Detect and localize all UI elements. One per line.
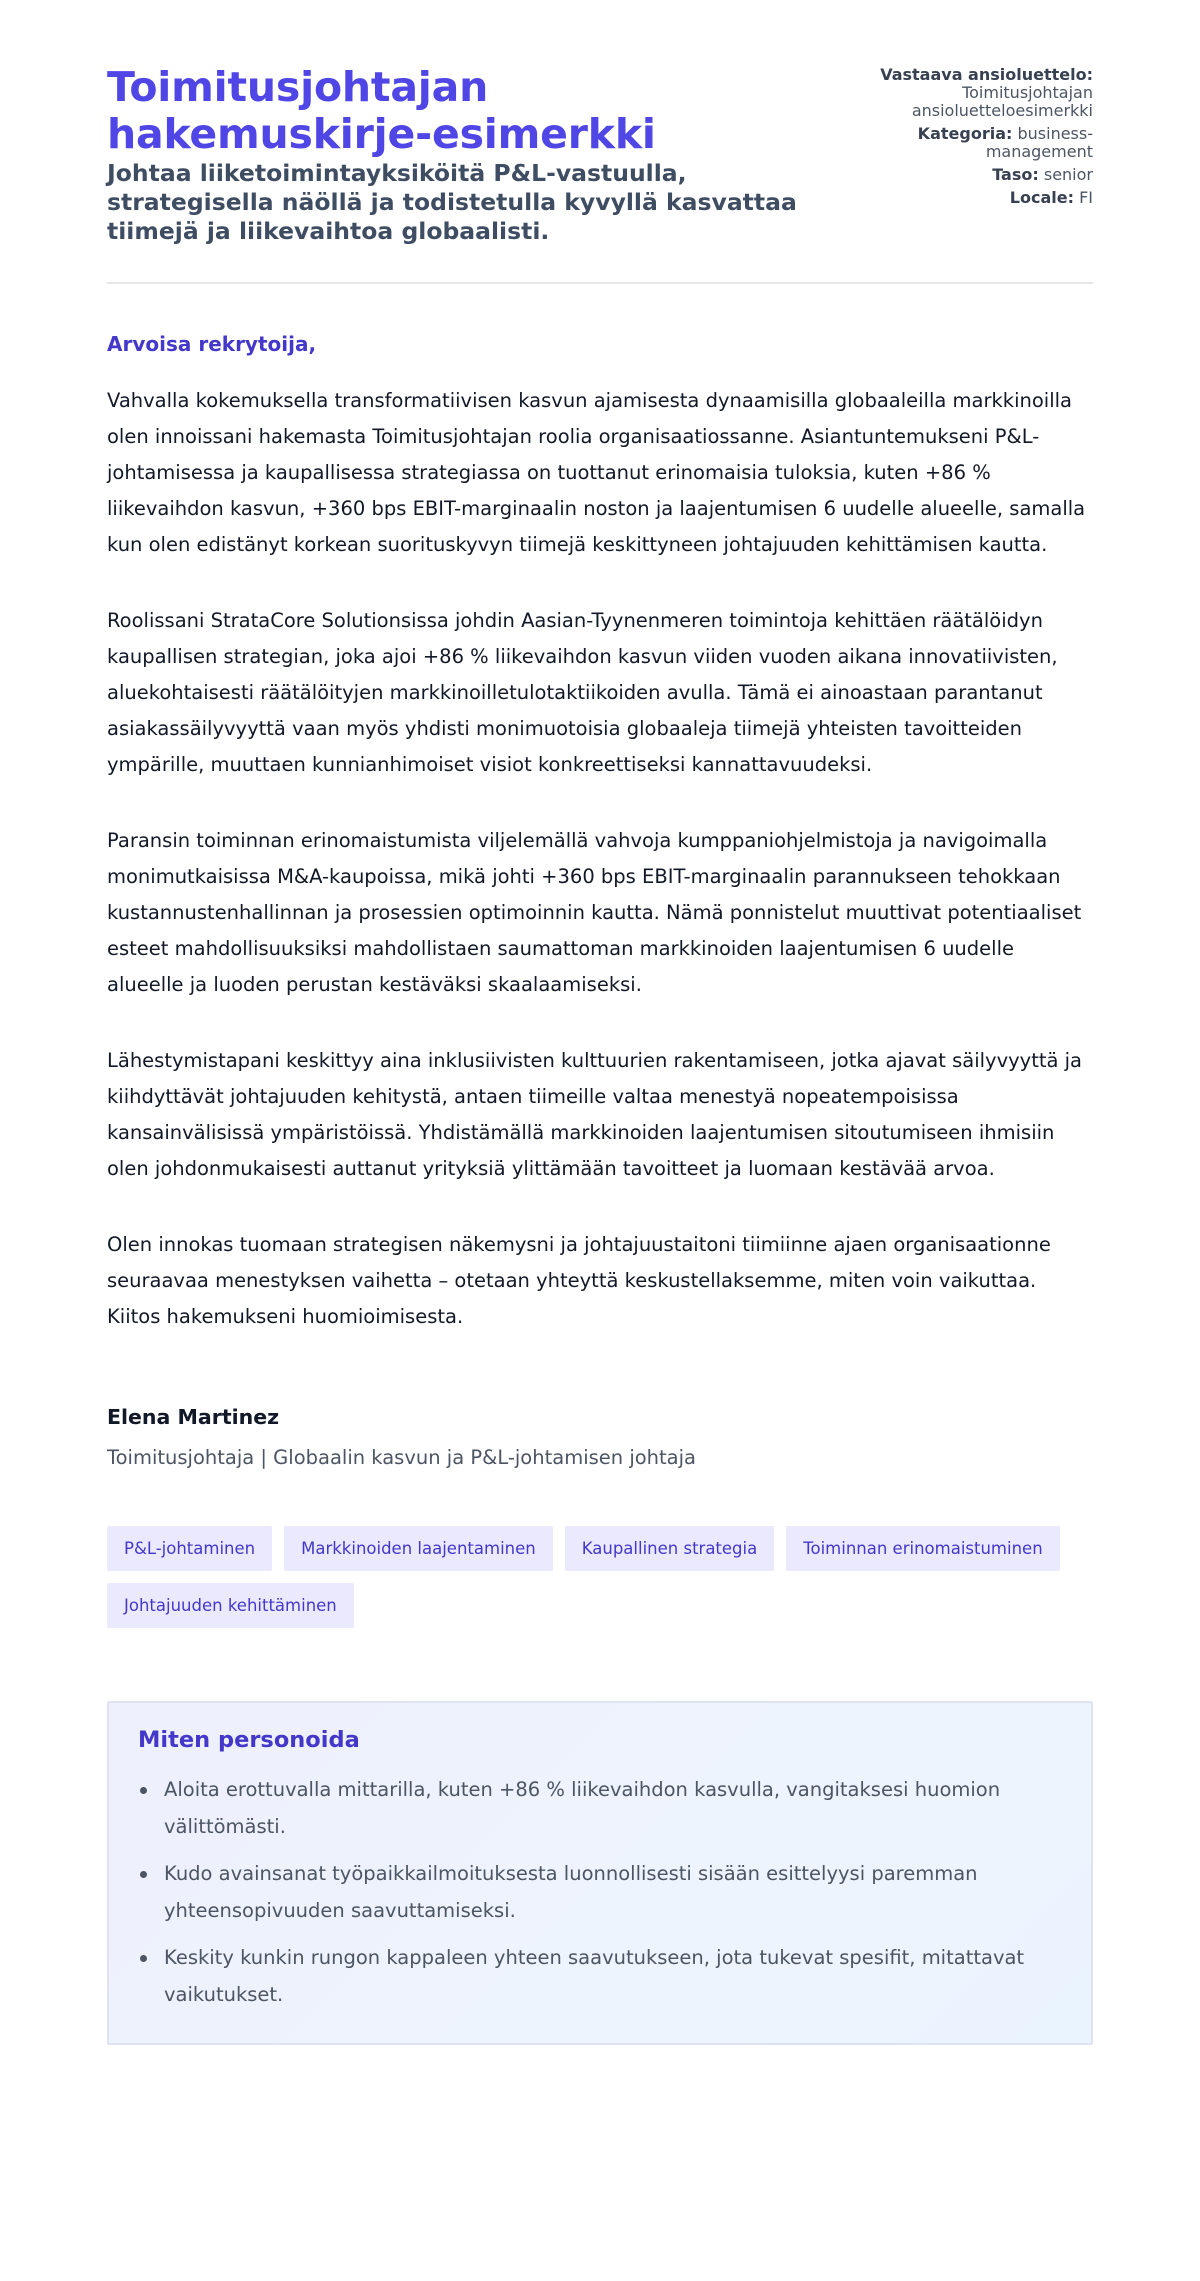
body-paragraph: Roolissani StrataCore Solutionsissa johdin Aasian-Tyynenmeren toimintoja kehittäen räätälöidyn kaupallisen strategian, joka ajoi +86 % liikevaihdon kasvun viiden vuoden aikana innovatiivisten, aluekohtaisesti räätälöityjen markkinoilletulotaktiikoiden avulla. Tämä ei ainoastaan parantanut asiakassäilyvyyttä vaan myös yhdisti monimuotoisia globaaleja tiimejä yhteisten tavoitteiden ympärille, muuttaen kunnianhimoiset visiot konkreettiseksi kannattavuudeksi. bbox=[107, 609, 1058, 776]
meta-value: Toimitusjohtajan ansioluetteloesimerkki bbox=[911, 83, 1093, 120]
header-titles bbox=[107, 64, 827, 246]
metadata-panel bbox=[853, 66, 1093, 212]
personalization-tips-box bbox=[107, 1701, 1093, 2045]
body-paragraph: Paransin toiminnan erinomaistumista viljelemällä vahvoja kumppaniohjelmistoja ja navigoimalla monimutkaisissa M&A-kaupoissa, mikä johti +360 bps EBIT-marginaalin parannukseen tehokkaan kustannustenhallinnan ja prosessien optimoinnin kautta. Nämä ponnistelut muuttivat potentiaaliset esteet mahdollisuuksiksi mahdollistaen saumattoman markkinoiden laajentumisen 6 uudelle alueelle ja luoden perustan kestäväksi skaalaamiseksi. bbox=[107, 829, 1082, 996]
page-subtitle: Johtaa liiketoimintayksiköitä P&L-vastuulla, strategisella näöllä ja todistetulla kyvyllä kasvattaa tiimejä ja liikevaihtoa globaalisti. bbox=[107, 159, 797, 245]
tip-text: Aloita erottuvalla mittarilla, kuten +86 % liikevaihdon kasvulla, vangitaksesi huomion välittömästi. bbox=[164, 1778, 1001, 1838]
meta-category bbox=[853, 125, 1093, 161]
meta-key: Kategoria: bbox=[917, 124, 1013, 143]
tip-text: Keskity kunkin rungon kappaleen yhteen saavutukseen, jota tukevat spesifit, mitattavat vaikutukset. bbox=[164, 1946, 1025, 2006]
salutation: Arvoisa rekrytoija, bbox=[107, 332, 317, 356]
meta-key: Locale: bbox=[1009, 188, 1074, 207]
skill-tags bbox=[107, 1526, 1107, 1628]
skill-tag: Toiminnan erinomaistuminen bbox=[786, 1526, 1059, 1571]
meta-level bbox=[853, 166, 1093, 184]
meta-key: Taso: bbox=[992, 165, 1039, 184]
signer-name: Elena Martinez bbox=[107, 1405, 280, 1429]
bullet-icon bbox=[140, 1955, 147, 1962]
letter-body bbox=[107, 383, 1093, 1335]
tips-title: Miten personoida bbox=[138, 1727, 360, 1753]
skill-tag: Kaupallinen strategia bbox=[565, 1526, 775, 1571]
tips-list-item bbox=[138, 1771, 1061, 1845]
bullet-icon bbox=[140, 1871, 147, 1878]
body-paragraph: Vahvalla kokemuksella transformatiivisen kasvun ajamisesta dynaamisilla globaaleilla markkinoilla olen innoissani hakemasta Toimitusjohtajan roolia organisaatiossanne. Asiantuntemukseni P&L-johtamisessa ja kaupallisessa strategiassa on tuottanut erinomaisia tuloksia, kuten +86 % liikevaihdon kasvun, +360 bps EBIT-marginaalin noston ja laajentumisen 6 uudelle alueelle, samalla kun olen edistänyt korkean suorituskyvyn tiimejä keskittyneen johtajuuden kehittämisen kautta. bbox=[107, 389, 1086, 556]
page-header bbox=[107, 64, 1093, 284]
bullet-icon bbox=[140, 1787, 147, 1794]
skill-tag: P&L-johtaminen bbox=[107, 1526, 272, 1571]
signature-block bbox=[107, 1403, 1093, 1471]
tips-list bbox=[138, 1771, 1061, 2013]
page-title: Toimitusjohtajan hakemuskirje-esimerkki bbox=[107, 63, 656, 158]
meta-value: business-management bbox=[985, 124, 1093, 161]
meta-key: Vastaava ansioluettelo: bbox=[880, 65, 1093, 84]
meta-value: senior bbox=[1043, 165, 1093, 184]
body-paragraph: Olen innokas tuomaan strategisen näkemysni ja johtajuustaitoni tiimiinne ajaen organisaationne seuraavaa menestyksen vaihetta – otetaan yhteyttä keskustellaksemme, miten voin vaikuttaa. Kiitos hakemukseni huomioimisesta. bbox=[107, 1233, 1051, 1328]
meta-locale bbox=[853, 189, 1093, 207]
signer-title: Toimitusjohtaja | Globaalin kasvun ja P&L-johtamisen johtaja bbox=[107, 1446, 696, 1469]
skill-tag: Johtajuuden kehittäminen bbox=[107, 1583, 354, 1628]
tips-list-item bbox=[138, 1855, 1061, 1929]
body-paragraph: Lähestymistapani keskittyy aina inklusiivisten kulttuurien rakentamiseen, jotka ajavat säilyvyyttä ja kiihdyttävät johtajuuden kehitystä, antaen tiimeille valtaa menestyä nopeatempoisissa kansainvälisissä ympäristöissä. Yhdistämällä markkinoiden laajentumisen sitoutumiseen ihmisiin olen johdonmukaisesti auttanut yrityksiä ylittämään tavoitteet ja luomaan kestävää arvoa. bbox=[107, 1049, 1083, 1180]
skill-tag: Markkinoiden laajentaminen bbox=[284, 1526, 553, 1571]
tip-text: Kudo avainsanat työpaikkailmoituksesta luonnollisesti sisään esittelyysi paremman yhteensopivuuden saavuttamiseksi. bbox=[164, 1862, 978, 1922]
meta-related-resume bbox=[853, 66, 1093, 120]
tips-list-item bbox=[138, 1939, 1061, 2013]
meta-value: FI bbox=[1079, 188, 1093, 207]
